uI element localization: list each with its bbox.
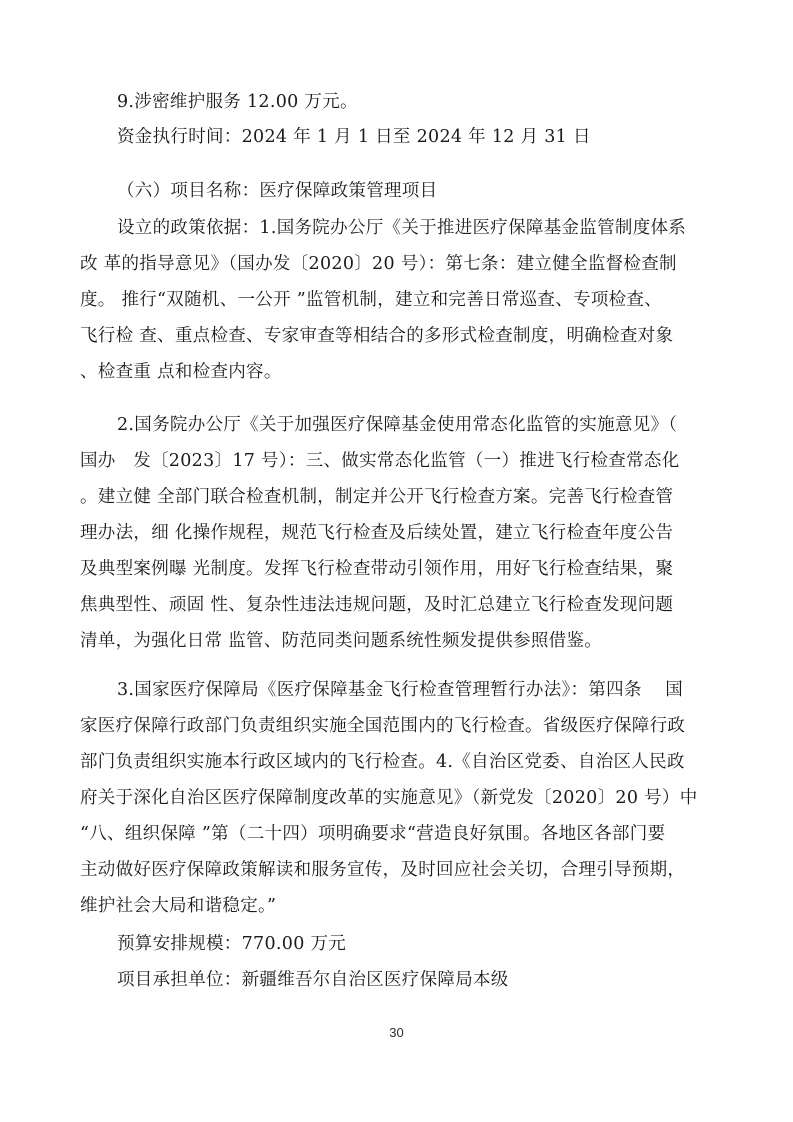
text-line: 焦典型性、顽固 性、复杂性违法违规问题，及时汇总建立飞行检查发现问题 [80, 595, 674, 615]
text-line: 飞行检 查、重点检查、专家审查等相结合的多形式检查制度，明确检查对象 [80, 326, 674, 346]
text-line: 、检查重 点和检查内容。 [80, 362, 282, 382]
text-line: 资金执行时间：2024 年 1 月 1 日至 2024 年 12 月 31 日 [117, 127, 591, 147]
text-line: 府关于深化自治区医疗保障制度改革的实施意见》（新党发〔2020〕20 号）中 [80, 788, 698, 808]
page-number: 30 [389, 1025, 404, 1040]
section-heading: （六）项目名称：医疗保障政策管理项目 [117, 181, 438, 201]
text-line: 9.涉密维护服务 12.00 万元。 [117, 92, 358, 112]
budget-line: 预算安排规模：770.00 万元 [117, 934, 347, 954]
text-line: 度。 推行“双随机、一公开 ”监管机制，建立和完善日常巡查、专项检查、 [80, 290, 663, 310]
text-line: 家医疗保障行政部门负责组织实施全国范围内的飞行检查。省级医疗保障行政 [80, 716, 686, 736]
text-line: 理办法，细 化操作规程，规范飞行检查及后续处置，建立飞行检查年度公告 [80, 523, 674, 543]
text-line: 清单，为强化日常 监管、防范同类问题系统性频发提供参照借鉴。 [80, 631, 603, 651]
text-line: 。建立健 全部门联合检查机制，制定并公开飞行检查方案。完善飞行检查管 [80, 487, 674, 507]
text-line: 部门负责组织实施本行政区域内的飞行检查。4.《自治区党委、自治区人民政 [80, 752, 685, 772]
text-line: 主动做好医疗保障政策解读和服务宣传，及时回应社会关切，合理引导预期， [80, 860, 686, 880]
text-line: “八、组织保障 ”第（二十四）项明确要求“营造良好氛围。各地区各部门要 [80, 824, 666, 844]
text-line: 改 革的指导意见》（国办发〔2020〕20 号）：第七条：建立健全监督检查制 [80, 254, 677, 274]
text-line: 3.国家医疗保障局《医疗保障基金飞行检查管理暂行办法》：第四条 国 [117, 680, 683, 700]
unit-line: 项目承担单位：新疆维吾尔自治区医疗保障局本级 [117, 970, 509, 990]
text-line: 及典型案例曝 光制度。发挥飞行检查带动引领作用，用好飞行检查结果，聚 [80, 559, 674, 579]
text-line: 国办 发〔2023〕17 号）：三、做实常态化监管（一）推进飞行检查常态化 [80, 451, 680, 471]
text-line: 维护社会大局和谐稳定。” [80, 896, 277, 916]
text-line: 设立的政策依据：1.国务院办公厅《关于推进医疗保障基金监管制度体系 [117, 218, 687, 238]
text-line: 2.国务院办公厅《关于加强医疗保障基金使用常态化监管的实施意见》（ [117, 415, 678, 435]
